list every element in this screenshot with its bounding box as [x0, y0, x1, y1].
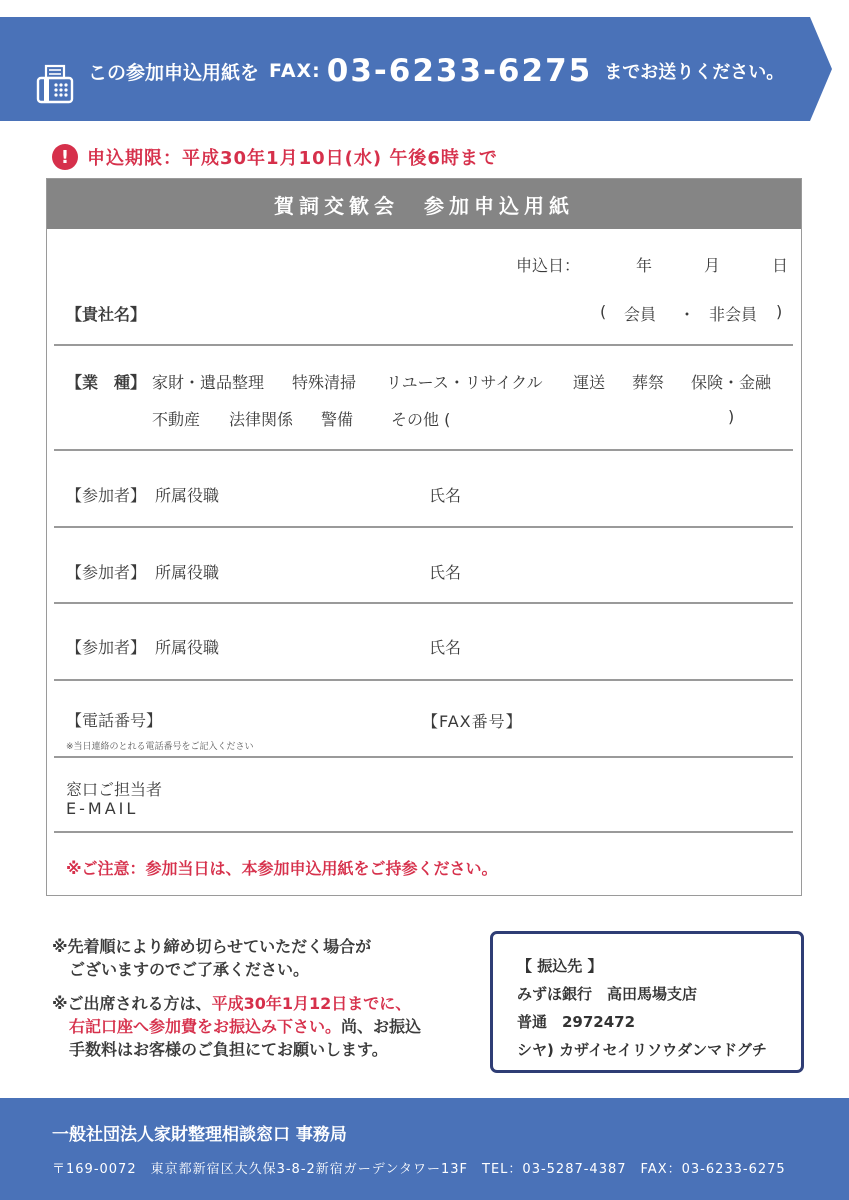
fax-banner	[0, 17, 832, 121]
deadline-notice	[52, 144, 498, 170]
divider	[54, 831, 793, 833]
date-day[interactable]: 日	[772, 256, 789, 275]
notes-section	[52, 935, 421, 1072]
exclamation-icon: !	[52, 144, 78, 170]
membership-close: )	[776, 302, 783, 321]
membership-non-member[interactable]: 非会員	[709, 305, 758, 324]
industry-other-label[interactable]: その他 (	[391, 410, 451, 429]
banner-suffix: までお送りください。	[604, 62, 785, 83]
participant-position[interactable]: 所属役職	[155, 638, 220, 657]
email-label[interactable]: E-MAIL	[66, 799, 139, 818]
contact-person-label[interactable]: 窓口ご担当者	[66, 780, 163, 799]
participant-label: 【参加者】	[66, 486, 147, 505]
bank-transfer-box	[490, 931, 804, 1073]
divider	[54, 526, 793, 528]
note-2-tail: 尚、お振込	[341, 1017, 422, 1036]
note-1	[52, 935, 421, 981]
industry-option[interactable]: 特殊清掃	[292, 373, 357, 392]
industry-label: 【業 種】	[66, 373, 147, 392]
note-1-line-1: ※先着順により締め切らせていただく場合が	[52, 937, 372, 956]
company-label: 【貴社名】	[66, 305, 147, 324]
participant-label: 【参加者】	[66, 638, 147, 657]
industry-option[interactable]: 法律関係	[229, 410, 294, 429]
fax-machine-icon	[36, 64, 74, 104]
participant-name[interactable]: 氏名	[429, 486, 462, 505]
participant-name[interactable]: 氏名	[429, 638, 462, 657]
participant-name[interactable]: 氏名	[429, 563, 462, 582]
industry-option[interactable]: 葬祭	[632, 373, 665, 392]
divider	[54, 756, 793, 758]
divider	[54, 679, 793, 681]
participant-position[interactable]: 所属役職	[155, 563, 220, 582]
membership-open: (	[600, 302, 607, 321]
divider	[54, 344, 793, 346]
footer	[0, 1098, 849, 1200]
form-title: 賀詞交歓会 参加申込用紙	[47, 179, 801, 229]
divider	[54, 602, 793, 604]
note-2-transfer: 右記口座へ参加費をお振込み下さい。	[69, 1017, 342, 1036]
fax-number-label[interactable]: 【FAX番号】	[422, 712, 523, 731]
bank-holder: シヤ) カザイセイリソウダンマドグチ	[517, 1041, 767, 1059]
industry-option[interactable]: 運送	[573, 373, 606, 392]
note-1-line-2: ございますのでご了承ください。	[69, 960, 310, 979]
note-2-deadline: 平成30年1月12日までに、	[211, 994, 412, 1013]
industry-option[interactable]: 警備	[321, 410, 354, 429]
industry-option[interactable]: 不動産	[152, 410, 201, 429]
membership-member[interactable]: 会員	[624, 305, 657, 324]
note-2	[52, 992, 421, 1061]
bank-account: 普通 2972472	[517, 1013, 636, 1031]
note-2-line-3: 手数料はお客様のご負担にてお願いします。	[69, 1040, 388, 1059]
note-2-lead: ※ご出席される方は、	[52, 994, 212, 1013]
membership-dot: ・	[679, 305, 696, 324]
footer-org: 一般社団法人家財整理相談窓口 事務局	[52, 1125, 347, 1145]
bank-branch: みずほ銀行 高田馬場支店	[517, 985, 698, 1003]
banner-text	[88, 51, 808, 91]
phone-label[interactable]: 【電話番号】	[66, 711, 163, 730]
industry-option[interactable]: 家財・遺品整理	[152, 373, 265, 392]
participant-label: 【参加者】	[66, 563, 147, 582]
deadline-text: 申込期限：平成30年1月10日(水) 午後6時まで	[87, 148, 498, 169]
divider	[54, 449, 793, 451]
phone-note: ※当日連絡のとれる電話番号をご記入ください	[66, 742, 254, 752]
banner-fax-label: FAX:	[269, 60, 321, 82]
industry-other-close: )	[728, 407, 735, 426]
date-month[interactable]: 月	[704, 256, 721, 275]
banner-fax-number: 03-6233-6275	[326, 53, 593, 89]
industry-option[interactable]: 保険・金融	[691, 373, 772, 392]
participant-position[interactable]: 所属役職	[155, 486, 220, 505]
caution-note: ※ご注意：参加当日は、本参加申込用紙をご持参ください。	[66, 859, 498, 878]
bank-title: 【 振込先 】	[517, 957, 603, 975]
date-label: 申込日：	[516, 256, 581, 275]
date-year[interactable]: 年	[636, 256, 653, 275]
industry-option[interactable]: リユース・リサイクル	[386, 373, 543, 392]
banner-prefix: この参加申込用紙を	[88, 61, 260, 84]
footer-address: 〒169-0072 東京都新宿区大久保3-8-2新宿ガーデンタワー13F TEL：03-5287-4387 FAX：03-6233-6275	[52, 1162, 786, 1177]
